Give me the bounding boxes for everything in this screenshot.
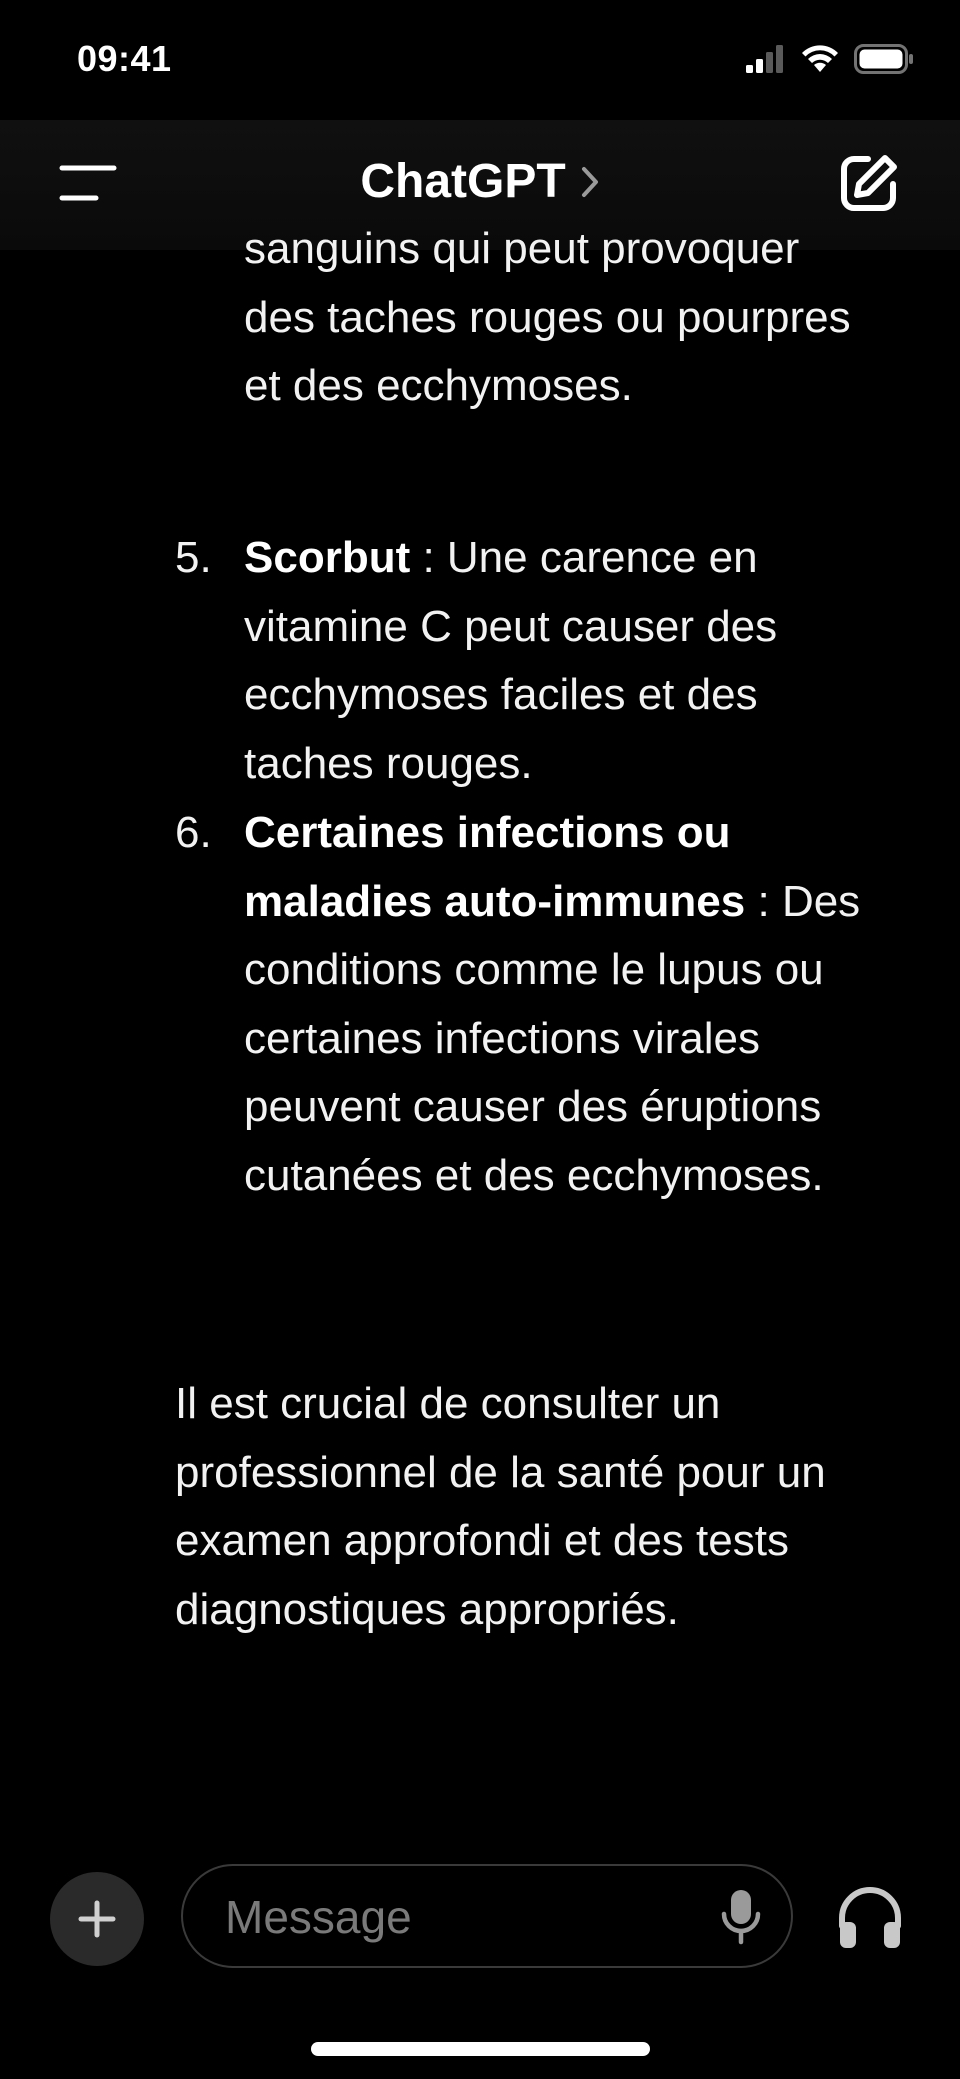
status-icons [746, 44, 914, 74]
composer-bar [0, 1840, 960, 2079]
attach-button[interactable] [50, 1872, 144, 1966]
microphone-icon [721, 1888, 761, 1946]
cellular-signal-icon [746, 45, 786, 73]
list-item-number: 5. [175, 533, 212, 582]
voice-mode-button[interactable] [836, 1886, 904, 1950]
dictation-button[interactable] [721, 1888, 761, 1946]
message-content [0, 224, 960, 1840]
message-input-container [181, 1864, 793, 1968]
headphones-icon [836, 1886, 904, 1950]
list-item-desc: : Des conditions comme le lupus ou certaines infections virales peuvent causer des éruptions cutanées et des ecchymoses. [244, 876, 861, 1200]
battery-icon [854, 44, 914, 74]
list-item-text: sanguins qui peut provoquer des taches rouges ou pourpres et des ecchymoses. [244, 224, 851, 410]
model-selector[interactable] [0, 154, 960, 209]
list-item-text [244, 524, 875, 798]
list-item-bold: Certaines infections ou maladies auto-immunes [244, 808, 746, 926]
new-chat-button[interactable] [838, 152, 900, 214]
list-item [175, 799, 875, 1210]
wifi-icon [800, 44, 840, 74]
list-item-bold: Scorbut [244, 533, 411, 582]
list-item-number: 6. [175, 808, 212, 857]
chevron-right-icon [580, 165, 600, 199]
message-input[interactable] [223, 1866, 667, 1968]
status-bar [0, 0, 960, 120]
status-time: 09:41 [77, 38, 172, 79]
list-item-text [244, 799, 875, 1210]
app-title: ChatGPT [360, 155, 566, 208]
list-item [175, 524, 875, 798]
list-item [175, 215, 875, 421]
closing-paragraph: Il est crucial de consulter un professionnel de la santé pour un examen approfondi et des tests diagnostiques appropriés. [175, 1379, 826, 1634]
home-indicator [311, 2042, 650, 2056]
plus-icon [77, 1899, 117, 1939]
list-item-desc: : Une carence en vitamine C peut causer des ecchymoses faciles et des taches rouges. [244, 533, 778, 788]
compose-icon [838, 152, 900, 214]
